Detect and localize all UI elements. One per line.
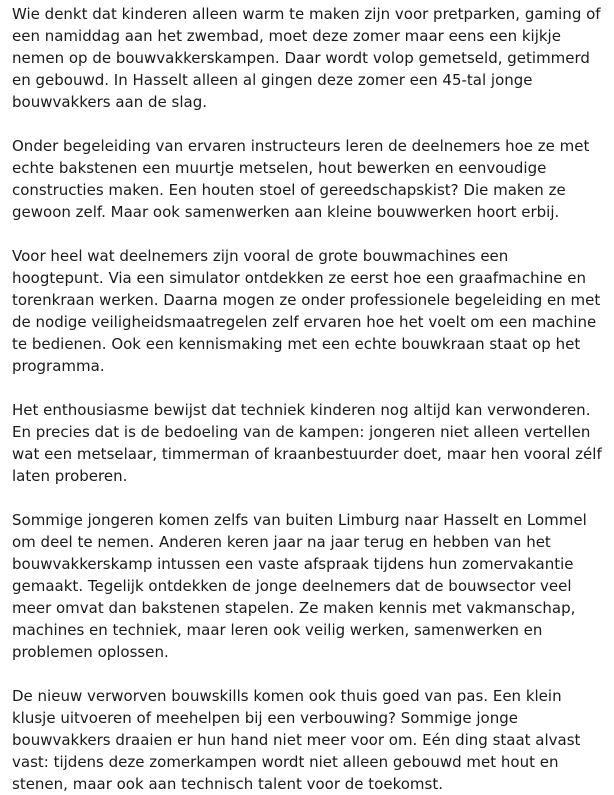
article-paragraph-4: Het enthousiasme bewijst dat techniek kinderen nog altijd kan verwonderen. En precies dat is de bedoeling van de kampen: jongeren niet alleen vertellen wat een metselaar, timmerman of kraanbestuurder doet, maar hen vooral zélf laten proberen.: [12, 401, 602, 485]
article-paragraph-1: Wie denkt dat kinderen alleen warm te maken zijn voor pretparken, gaming of een namiddag aan het zwembad, moet deze zomer maar eens een kijkje nemen op de bouwvakkerskampen. Daar wordt volop gemetseld, getimmerd en gebouwd. In Hasselt alleen al gingen deze zomer een 45-tal jonge bouwvakkers aan de slag.: [12, 5, 601, 111]
article-paragraph-2: Onder begeleiding van ervaren instructeurs leren de deelnemers hoe ze met echte bakstenen een muurtje metselen, hout bewerken en eenvoudige constructies maken. Een houten stoel of gereedschapskist? Die maken ze gewoon zelf. Maar ook samenwerken aan kleine bouwwerken hoort erbij.: [12, 137, 590, 221]
article-paragraph-3: Voor heel wat deelnemers zijn vooral de grote bouwmachines een hoogtepunt. Via een simulator ontdekken ze eerst hoe een graafmachine en torenkraan werken. Daarna mogen ze onder professionele begeleiding en met de nodige veiligheidsmaatregelen zelf ervaren hoe het voelt om een machine te bedienen. Ook een kennismaking met een echte bouwkraan staat op het programma.: [12, 247, 601, 375]
article-paragraph-5: Sommige jongeren komen zelfs van buiten Limburg naar Hasselt en Lommel om deel te nemen. Anderen keren jaar na jaar terug en hebben van het bouwvakkerskamp intussen een vaste afspraak tijdens hun zomervakantie gemaakt. Tegelijk ontdekken de jonge deelnemers dat de bouwsector veel meer omvat dan bakstenen stapelen. Ze maken kennis met vakmanschap, machines en techniek, maar leren ook veilig werken, samenwerken en problemen oplossen.: [12, 511, 587, 661]
article-paragraph-6: De nieuw verworven bouwskills komen ook thuis goed van pas. Een klein klusje uitvoeren of meehelpen bij een verbouwing? Sommige jonge bouwvakkers draaien er hun hand niet meer voor om. Eén ding staat alvast vast: tijdens deze zomerkampen wordt niet alleen gebouwd met hout en stenen, maar ook aan technisch talent voor de toekomst.: [12, 687, 581, 793]
